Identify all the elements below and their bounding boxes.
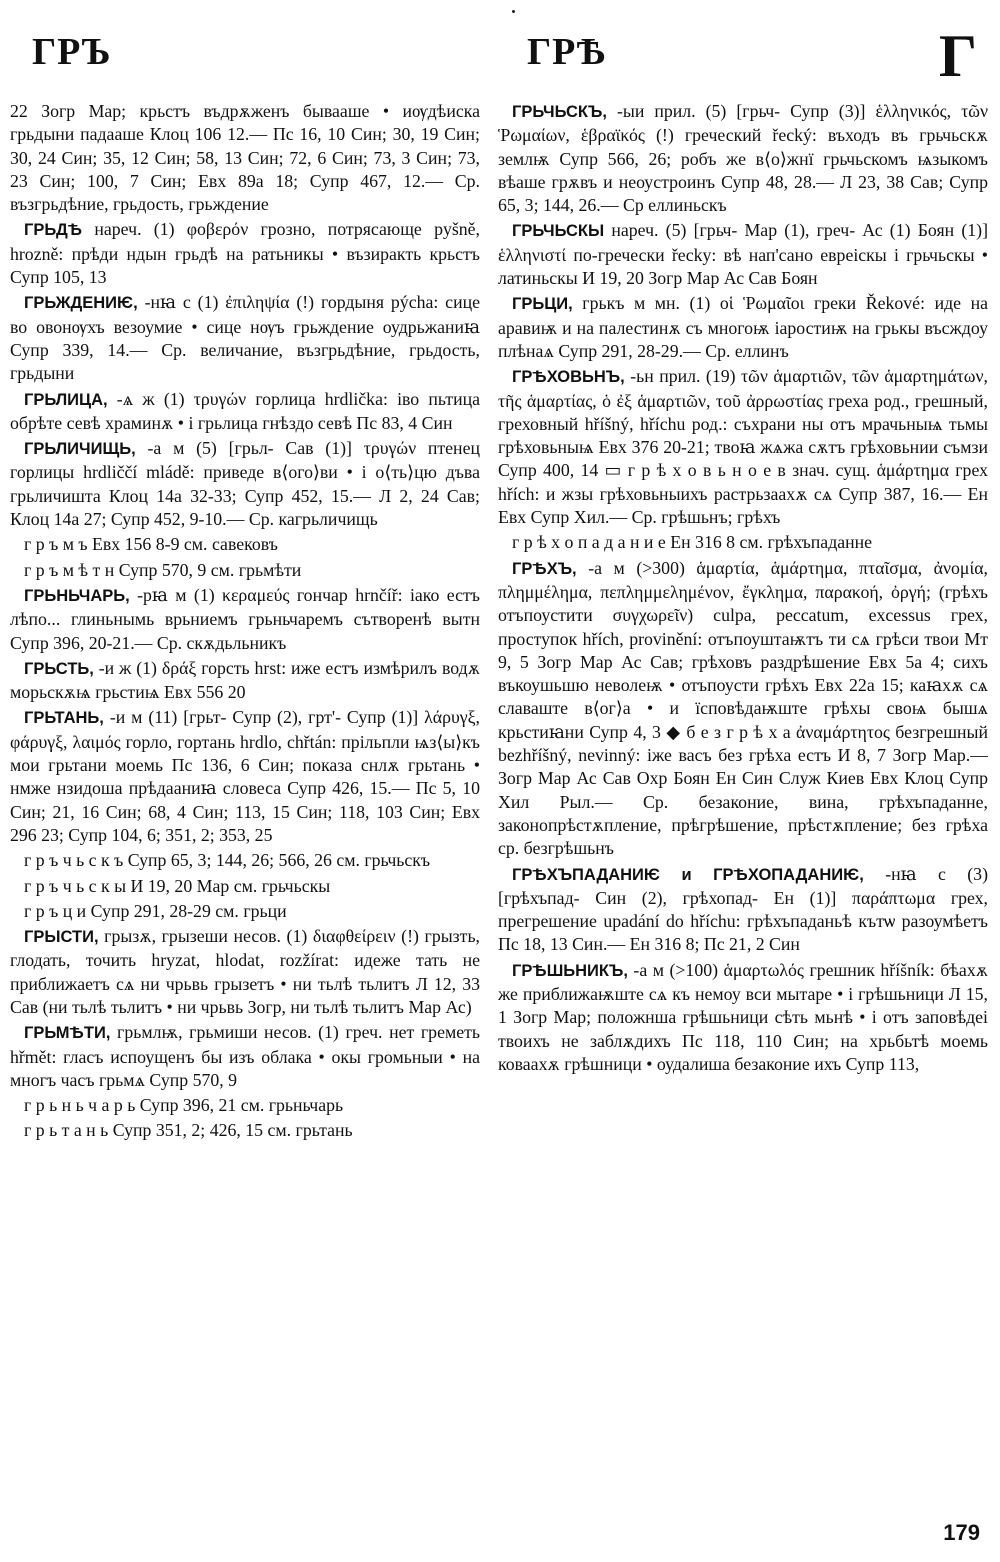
entry-text: -рꙗ м (1) κεραμεύς гончар hrnčíř: іако естъ лѣпо... глиньнымь врьниемъ грьньчаремъ сътворенѣ вытн Супр 396, 20-21.— Ср. скѫдьльникъ	[10, 584, 480, 653]
dictionary-entry	[10, 849, 480, 872]
entry-headword: ГРѢХЪ,	[512, 559, 577, 578]
dictionary-entry	[10, 218, 480, 289]
entry-text: г р ъ м ъ Евх 156 8-9 см. савековъ	[24, 534, 278, 555]
entry-text: г р ь т а н ь Супр 351, 2; 426, 15 см. грьтань	[24, 1120, 353, 1141]
entry-headword: ГРЬСТЬ,	[24, 659, 94, 678]
entry-text: грьмлѭ, грьмиши несов. (1) греч. нет греметь hřmět: гласъ испоущенъ бы изъ облака • окы громьныи • на многъ часъ грьмѧ Супр 570, 9	[10, 1022, 480, 1090]
dictionary-entry	[10, 291, 480, 385]
entry-headword: ГРЫСТИ,	[24, 928, 99, 947]
entry-text: -ѧ ж (1) τρυγών горлица hrdlička: іво пьтица обрѣте севѣ храминѫ • і грьлица гнѣздо севѣ Пс 83, 4 Син	[10, 388, 480, 433]
entry-headword: ГРѢШЬНИКЪ,	[512, 961, 628, 980]
dictionary-entry	[498, 365, 988, 529]
entry-text: грызѫ, грызеши несов. (1) διαφθείρειν (!) грызть, глодать, точить hryzat, hlodat, rozžírat: идеже тать не приближаетъ сѧ ни чрьвь грызетъ • ни тьлѣ тьлитъ Л 12, 33 Сав (ни тьлѣ тьлитъ • ни чрьвь Зогр, ни тьлѣ тьлитъ Мар Ас)	[10, 926, 480, 1017]
entry-text: -а м (>100) ἁμαρτωλός грешник hříšník: бѣахѫ же приближаѭште сѧ къ немоу вси мытаре • і грѣшьници Л 15, 1 Зогр Мар; положнша грѣшьници сѣть мьнѣ • і отъ заповѣдеі твоихъ не заблѫдихъ Пс 118, 110 Син; на хрьбьтѣ моемь коваахѫ грѣшници • оудалиша безаконие ихъ Супр 113,	[498, 959, 988, 1074]
entry-headword: ГРЬДѢ	[24, 221, 83, 240]
running-head-center: ГРѢ	[527, 31, 607, 73]
entry-headword: ГРЬЛИЧИЩЬ,	[24, 440, 136, 459]
dictionary-entry	[498, 959, 988, 1076]
entry-text: г р ѣ х о п а д а н и е Ен 316 8 см. грѣхъпаданне	[512, 532, 873, 553]
entry-text: г р ь н ь ч а р ь Супр 396, 21 см. грьньчарь	[24, 1095, 344, 1116]
dictionary-entry	[498, 557, 988, 861]
entry-text: нареч. (1) φοβερόν грозно, потрясающе pyšně, hrozně: прѣди ндын грьдѣ на ратьникы • възиракть крьстъ Супр 105, 13	[10, 219, 480, 288]
entry-text: -ыи прил. (5) [грьч- Супр (3)] ἑλληνικός, τῶν Ῥωμαίων, ἑβραϊκός (!) греческий řecký: въходъ въ грьчьскѫ землѭ Супр 566, 26; робъ же в⟨о⟩жнї грьчьскомъ ѩзыкомъ вѣаше грѫвъ и неоустроинъ Супр 48, 28.— Л 23, 38 Сав; Супр 65, 3; 144, 26.— Ср еллиньскъ	[498, 101, 988, 216]
dictionary-entry	[498, 863, 988, 957]
entry-headword: ГРЬЛИЦА,	[24, 390, 108, 409]
entry-text: -и ж (1) δράξ горсть hrst: иже естъ измѣрилъ водѫ морьскѫѩ грьстиѩ Евх 556 20	[10, 657, 480, 703]
dictionary-entry	[10, 559, 480, 582]
dictionary-entry	[10, 657, 480, 705]
entry-headword: ГРЬНЬЧАРЬ,	[24, 586, 130, 605]
entry-headword: ГРѢХЪПАДАНИѤ и ГРѢХОПАДАНИѤ,	[512, 865, 864, 884]
entry-text: грькъ м мн. (1) οἱ Ῥωμαῖοι греки Řekové: иде на аравиѭ и на палестинѫ съ многоѭ іаростиѭ на грькы въсждоу плѣнаѧ Супр 291, 28-29.— Ср. еллинъ	[498, 293, 988, 361]
dictionary-entry	[498, 531, 988, 554]
entry-text: -нꙗ с (3) [грѣхъпад- Син (2), грѣхопад- Ен (1)] παράπτωμα грех, прегрешение upadání do hříchu: грѣхъпаданьѣ кътѡ разоумѣетъ Пс 18, 13 Син.— Ен 316 8; Пс 21, 2 Син	[498, 863, 988, 955]
entry-text: г р ъ ц и Супр 291, 28-29 см. грьци	[24, 900, 287, 921]
entry-headword: ГРЬЖДЕНИѤ,	[24, 294, 138, 313]
entry-headword: ГРѢХОВЬНЪ,	[512, 368, 625, 387]
dictionary-entry	[498, 100, 988, 217]
entry-text: -нꙗ с (1) ἐπιληψία (!) гордыня pýcha: сице во овонѹхъ везоумие • сице нѹъ грьждение оудрьжаниꙗ Супр 339, 14.— Ср. величание, възгрьдѣние, грьдость, грьдыни	[10, 292, 480, 384]
dictionary-entry	[10, 584, 480, 655]
right-column	[498, 100, 988, 1520]
dictionary-entry	[10, 437, 480, 531]
entry-text: -и м (11) [грьт- Супр (2), грт'- Супр (1)] λάρυγξ, φάρυγξ, λαιμός горло, гортань hrdlo, chřtán: прільпли ѩз⟨ы⟩къ мои грьтани моемь Пс 136, 6 Син; показа снлѫ грьтань • нмже нзидоша прѣдааниꙗ словеса Супр 426, 15.— Пс 5, 10 Син; 21, 16 Син; 68, 4 Син; 113, 15 Син; 118, 103 Син; Евх 296 23; Супр 104, 6; 351, 2; 353, 25	[10, 707, 480, 845]
page-dot	[512, 10, 515, 13]
entry-text: г р ъ ч ь с к ъ Супр 65, 3; 144, 26; 566, 26 см. грьчьскъ	[24, 850, 431, 871]
entry-headword: ГРЬЧЬСКЪ,	[512, 103, 607, 121]
entry-headword: ГРЬТАНЬ,	[24, 709, 104, 728]
dictionary-entry	[10, 706, 480, 847]
dictionary-entry	[10, 1094, 480, 1117]
dictionary-entry	[10, 1119, 480, 1142]
dictionary-entry	[498, 219, 988, 290]
dictionary-entry	[10, 533, 480, 556]
entry-text: г р ъ ч ь с к ы И 19, 20 Мар см. грьчьскы	[24, 875, 331, 896]
entry-text: -а м (>300) ἁμαρτία, ἁμάρτημα, πταῖσμα, ἀνομία, πλημμέλημα, πεπλημμελημένον, ἔγκλημα, παρακοή, ὀργή; (грѣхъ отъпоустити συγχωρεῖν) culpa, peccatum, excessus грех, проступок hřích, provinění: отъпоуштаѭтъ ти сѧ грѣси твои Мт 9, 5 Зогр Мар Ас Сав; грѣховъ раздрѣшение Евх 5а 4; сихъ въкоушьшю неволеѭ • отъпоусти грѣхъ Евх 22а 15; каꙗхѫ сѧ славаште в⟨ог⟩а • и їсповѣдаѭште грѣхы своѩ бышѧ крьстиꙗни Супр 4, 3 ◆ б е з г р ѣ х а ἀναμάρτητος безгрешный bezhříšný, nevinný: іже васъ без грѣха естъ И 8, 7 Зогр Мар.— Зогр Мар Ас Сав Охр Боян Ен Син Служ Киев Евх Клоц Супр Хил Рыл.— Ср. безаконие, вина, грѣхъпаданне, законопрѣстѫпление, прѣгрѣшение, прѣстѫпление; без грѣха ср. безгрѣшьнъ	[498, 557, 988, 859]
entry-text: г р ъ м ѣ т н Супр 570, 9 см. грьмѣти	[24, 559, 302, 580]
entry-text: -ьн прил. (19) τῶν ἁμαρτιῶν, τῶν ἁμαρτημάτων, τῆς ἁμαρτίας, ὁ ἐξ ἁμαρτιῶν, τοῦ ἀρρωστίας греха род., грешный, греховный hříšný, hříchu род.: съхрани ны отъ мрачьныѩ тьмы грѣховьныѩ Евх 376 20-21; твоꙗ жѧжа сѫтъ грѣховьнии съмзи Супр 400, 14 ▭ г р ѣ х о в ь н о е в знач. сущ. ἁμάρτημα грех hřích: и жзы грѣховьныихъ растрьзаахѫ сѧ Супр 387, 16.— Ен Евх Супр Хил.— Ср. грѣшьнъ; грѣхъ	[498, 366, 988, 528]
entry-text: нареч. (5) [грьч- Мар (1), греч- Ас (1) Боян (1)] ἑλληνιστί по-гречески řecky: вѣ нап'сано евреіскы і грьчьскы • латиньскы И 19, 20 Зогр Мар Ас Сав Боян	[498, 220, 988, 289]
dictionary-entry	[10, 900, 480, 923]
dictionary-entry	[10, 875, 480, 898]
section-letter: Г	[938, 23, 978, 89]
dictionary-entry	[498, 292, 988, 363]
entry-headword: ГРЬМѢТИ,	[24, 1024, 111, 1043]
entry-headword: ГРЬЦИ,	[512, 295, 573, 314]
dictionary-entry	[10, 100, 480, 216]
running-head-left: ГРЪ	[32, 31, 112, 73]
dictionary-entry	[10, 925, 480, 1019]
entry-text: 22 Зогр Мар; крьстъ въдрѫженъ бывааше • иѹдѣиска грьдыни падааше Клоц 106 12.— Пс 16, 10 Син; 30, 19 Син; 30, 24 Син; 35, 12 Син; 58, 13 Син; 72, 6 Син; 73, 3 Син; 73, 23 Син; 100, 7 Син; Евх 89а 18; Супр 467, 12.— Ср. възгрьдѣние, грьдость, грьждение	[10, 101, 480, 215]
entry-text: -а м (5) [грьл- Сав (1)] τρυγών птенец горлицы hrdliččí mládě: приведе в⟨ого⟩ви • і о⟨ть⟩цю дъва грьличишта Клоц 14а 32-33; Супр 452, 15.— Л 2, 24 Сав; Клоц 14а 27; Супр 452, 9-10.— Ср. кагрьличищь	[10, 438, 480, 530]
dictionary-entry	[10, 1021, 480, 1092]
entry-headword: ГРЬЧЬСКЫ	[512, 222, 605, 241]
page-number: 179	[943, 1520, 980, 1545]
dictionary-entry	[10, 388, 480, 436]
left-column	[10, 100, 480, 1520]
